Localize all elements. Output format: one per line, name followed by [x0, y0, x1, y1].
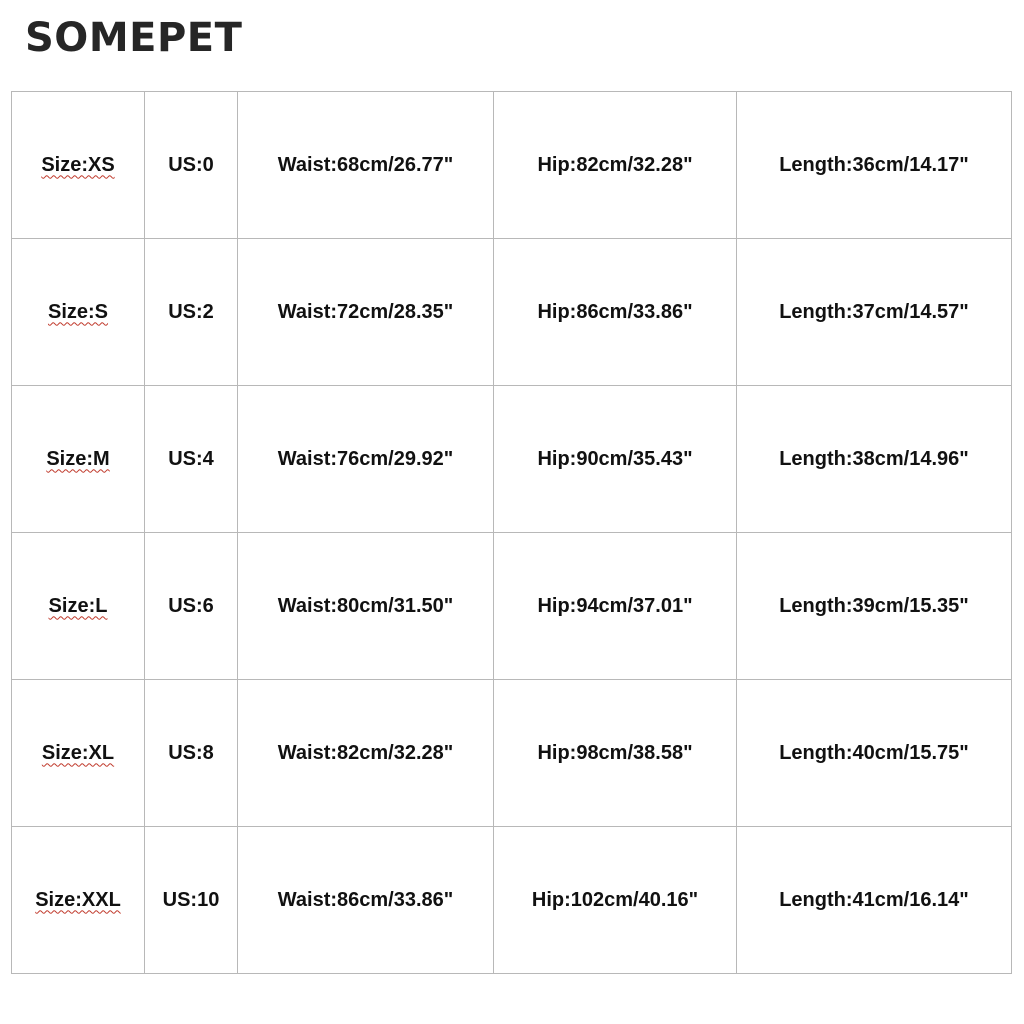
size-cell [12, 827, 145, 974]
size-cell [12, 680, 145, 827]
us-size-cell: US:2 [145, 239, 238, 386]
size-cell [12, 239, 145, 386]
size-chart-table [11, 91, 1012, 974]
waist-cell: Waist:72cm/28.35" [238, 239, 494, 386]
us-size-cell: US:8 [145, 680, 238, 827]
table-row [12, 239, 1012, 386]
size-cell [12, 533, 145, 680]
hip-cell: Hip:98cm/38.58" [494, 680, 737, 827]
table-row [12, 386, 1012, 533]
size-label: Size:L [48, 594, 108, 617]
hip-cell: Hip:86cm/33.86" [494, 239, 737, 386]
size-label: Size:XXL [35, 888, 121, 911]
hip-cell: Hip:82cm/32.28" [494, 92, 737, 239]
size-cell [12, 92, 145, 239]
hip-cell: Hip:102cm/40.16" [494, 827, 737, 974]
size-label: Size:S [47, 300, 109, 323]
length-cell: Length:38cm/14.96" [737, 386, 1012, 533]
length-cell: Length:41cm/16.14" [737, 827, 1012, 974]
hip-cell: Hip:90cm/35.43" [494, 386, 737, 533]
table-row [12, 680, 1012, 827]
length-cell: Length:37cm/14.57" [737, 239, 1012, 386]
waist-cell: Waist:82cm/32.28" [238, 680, 494, 827]
length-cell: Length:36cm/14.17" [737, 92, 1012, 239]
table-row [12, 533, 1012, 680]
us-size-cell: US:10 [145, 827, 238, 974]
hip-cell: Hip:94cm/37.01" [494, 533, 737, 680]
length-cell: Length:39cm/15.35" [737, 533, 1012, 680]
length-cell: Length:40cm/15.75" [737, 680, 1012, 827]
table-row [12, 827, 1012, 974]
waist-cell: Waist:86cm/33.86" [238, 827, 494, 974]
us-size-cell: US:4 [145, 386, 238, 533]
size-label: Size:XL [41, 741, 115, 764]
us-size-cell: US:0 [145, 92, 238, 239]
waist-cell: Waist:68cm/26.77" [238, 92, 494, 239]
brand-logo: SOMEPET [25, 15, 243, 61]
size-cell [12, 386, 145, 533]
table-row [12, 92, 1012, 239]
waist-cell: Waist:76cm/29.92" [238, 386, 494, 533]
size-label: Size:M [46, 447, 110, 470]
waist-cell: Waist:80cm/31.50" [238, 533, 494, 680]
us-size-cell: US:6 [145, 533, 238, 680]
size-label: Size:XS [41, 153, 115, 176]
